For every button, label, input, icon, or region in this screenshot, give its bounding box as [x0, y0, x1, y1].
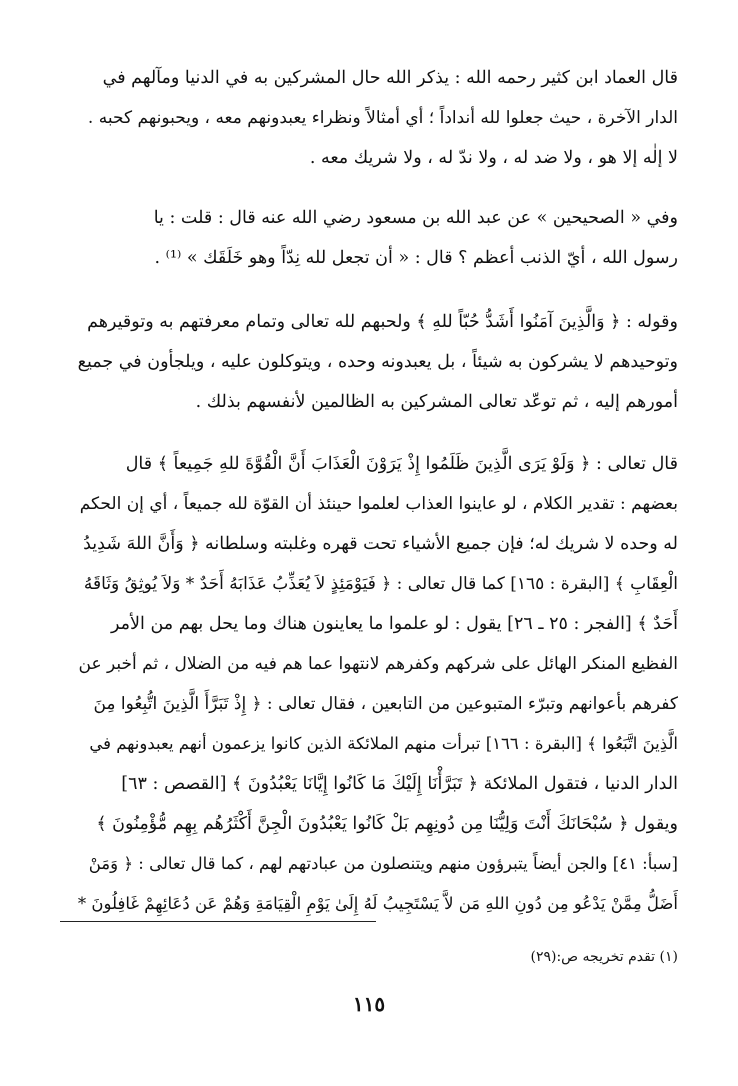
text-line: وقوله : ﴿ وَالَّذِينَ آمَنُوا أَشَدُّ حُبّاً للهِ ﴾ ولحبهم لله تعالى وتمام معرفتهم به وتوقيرهم	[87, 312, 678, 332]
text-line: كفرهم بأعوانهم وتبرّء المتبوعين من التابعين ، فقال تعالى : ﴿ إِذْ تَبَرَّأَ الَّذِينَ اتُّبِعُوا مِنَ	[93, 694, 678, 714]
text-line: لا إلٰه إلا هو ، ولا ضد له ، ولا ندّ له ، ولا شريك معه .	[309, 148, 678, 168]
text-line: ويقول ﴿ سُبْحَانَكَ أَنْتَ وَلِيُّنَا مِن دُونِهِم بَلْ كَانُوا يَعْبُدُونَ الْجِنَّ أَكْثَرُهُم بِهِم مُّؤْمِنُونَ ﴾	[96, 814, 678, 834]
footnote-divider	[60, 921, 376, 922]
text-line: بعضهم : تقدير الكلام ، لو عاينوا العذاب لعلموا حينئذ أن القوّة لله جميعاً ، أي إن الحكم	[79, 494, 678, 514]
text-line: الَّذِينَ اتَّبَعُوا ﴾ [البقرة : ١٦٦] تبرأت منهم الملائكة الذين كانوا يزعمون أنهم يعبدونهم في	[89, 734, 678, 753]
text-line: الفظيع المنكر الهائل على شركهم وكفرهم لانتهوا عما هم فيه من الضلال ، ثم أخبر عن	[78, 654, 678, 674]
footnote: (١) تقدم تخريجه ص:(٢٩)	[530, 949, 678, 965]
text-line: أَضَلُّ مِمَّنْ يَدْعُو مِن دُونِ اللهِ مَن لاَّ يَسْتَجِيبُ لَهُ إِلَىٰ يَوْمِ الْقِيَامَةِ وَهُمْ عَن دُعَائِهِمْ غَافِلُونَ *	[78, 894, 678, 913]
paragraph-believers-love	[78, 302, 678, 422]
paragraph-wrongdoers-punishment	[78, 444, 678, 924]
text-line: الدار الدنيا ، فتقول الملائكة ﴿ تَبَرَّأْنَا إِلَيْكَ مَا كَانُوا إِيَّانَا يَعْبُدُونَ ﴾ [القصص : ٦٣]	[121, 774, 678, 794]
paragraph-sahihayn	[78, 198, 678, 278]
text-line: [سبأ: ٤١] والجن أيضاً يتبرؤون منهم ويتنصلون من عبادتهم لهم ، كما قال تعالى : ﴿ وَمَنْ	[88, 854, 678, 873]
text-line: رسول الله ، أيّ الذنب أعظم ؟ قال : « أن تجعل لله نِدّاً وهو خَلَقَك » ⁽¹⁾ .	[154, 248, 678, 268]
text-line: وتوحيدهم لا يشركون به شيئاً ، بل يعبدونه وحده ، ويتوكلون عليه ، ويلجأون في جميع	[78, 352, 678, 372]
text-line: وفي « الصحيحين » عن عبد الله بن مسعود رضي الله عنه قال : قلت : يا	[153, 208, 678, 228]
text-line: الدار الآخرة ، حيث جعلوا لله أنداداً ؛ أي أمثالاً ونظراء يعبدونهم معه ، ويحبونهم كحبه .	[87, 108, 678, 128]
paragraph-ibn-kathir	[78, 58, 678, 178]
text-line: له وحده لا شريك له؛ فإن جميع الأشياء تحت قهره وغلبته وسلطانه ﴿ وَأَنَّ اللهَ شَدِيدُ	[83, 534, 678, 554]
text-line: قال تعالى : ﴿ وَلَوْ يَرَى الَّذِينَ ظَلَمُوا إِذْ يَرَوْنَ الْعَذَابَ أَنَّ الْقُوَّةَ للهِ جَمِيعاً ﴾ قال	[125, 454, 678, 474]
main-text	[78, 58, 678, 946]
text-line: أمورهم إليه ، ثم توعّد تعالى المشركين به الظالمين لأنفسهم بذلك .	[195, 392, 678, 412]
text-line: الْعِقَابِ ﴾ [البقرة : ١٦٥] كما قال تعالى : ﴿ فَيَوْمَئِذٍ لاَ يُعَذِّبُ عَذَابَهُ أَحَدٌ * وَلاَ يُوثِقُ وَثَاقَهُ	[83, 574, 678, 594]
text-line: أَحَدٌ ﴾ [الفجر : ٢٥ ـ ٢٦] يقول : لو علموا ما يعاينون هناك وما يحل بهم من الأمر	[111, 614, 678, 634]
page-number: ١١٥	[352, 992, 386, 1016]
text-line: قال العماد ابن كثير رحمه الله : يذكر الله حال المشركين به في الدنيا ومآلهم في	[102, 68, 678, 88]
